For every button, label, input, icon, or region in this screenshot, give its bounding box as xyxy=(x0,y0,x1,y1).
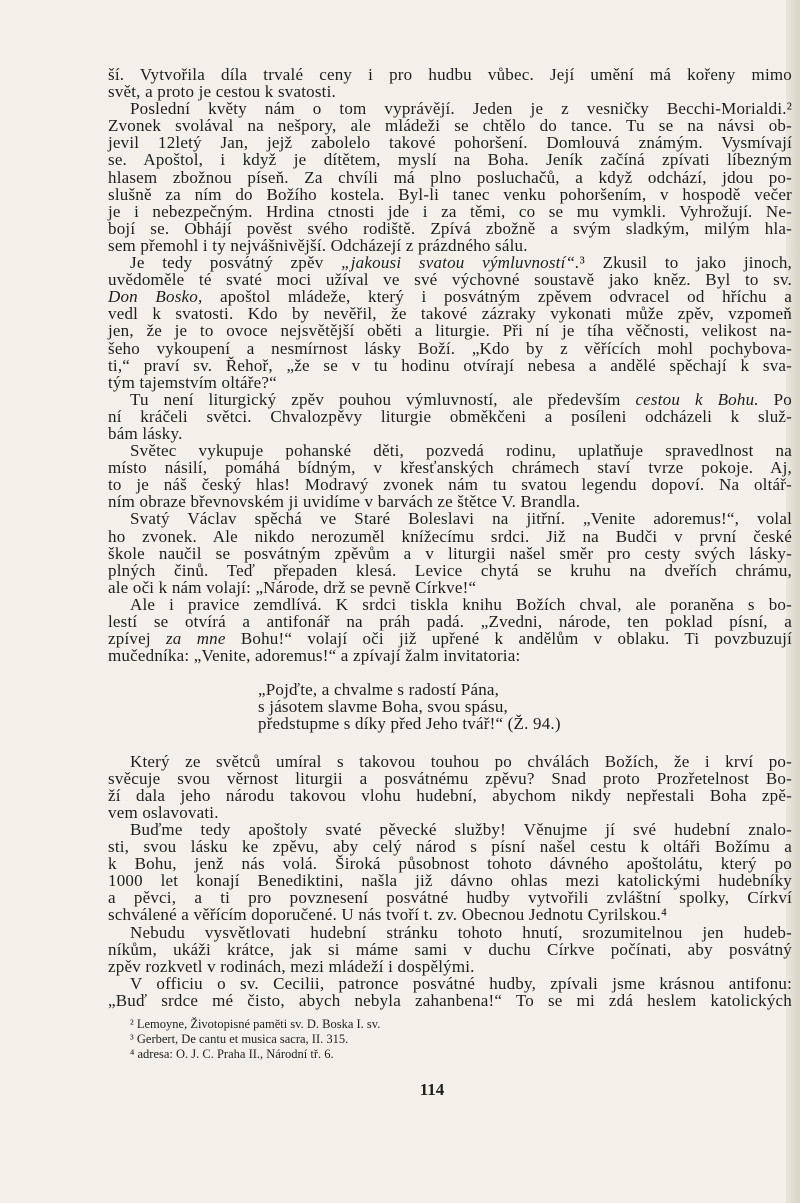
text-line: schválené a věřícím doporučené. U nás tvoří t. zv. Obecnou Jednotu Cyrilskou.⁴ xyxy=(108,905,668,925)
italic-text: cestou k Bohu. xyxy=(635,389,759,409)
text-line: k Bohu, jenž nás volá. Široká působnost tohoto dávného apoštolátu, který po xyxy=(108,854,792,874)
footnotes xyxy=(130,1017,380,1062)
text-segment: Bohu!“ volají oči již upřené k andělům v oblaku. Ti povzbuzují xyxy=(225,629,793,649)
text-line: lestí se otvírá a antifonář na práh padá. „Zvedni, národe, ten poklad písní, a xyxy=(108,612,792,631)
text-line: V officiu o sv. Cecilii, patronce posvátné hudby, zpívali jsme krásnou antifonu: xyxy=(130,973,792,993)
paragraph xyxy=(108,391,792,442)
paragraph xyxy=(108,100,792,254)
footnote: ³ Gerbert, De cantu et musica sacra, II. 315. xyxy=(130,1032,349,1046)
text-line: hlasem zbožnou píseň. Za chvíli má plno posluchačů, a když odchází, jdou po- xyxy=(108,167,792,187)
text-line: plných činů. Teď přepaden klesá. Levice chytá se kruhu na dveřích chrámu, xyxy=(108,560,792,580)
paragraph xyxy=(108,254,792,391)
paragraph xyxy=(108,596,792,664)
text-line: Světec vykupuje pohanské děti, pozvedá rodinu, uplatňuje spravedlnost na xyxy=(130,441,792,461)
text-line: níkům, ukáži krátce, jak si máme sami v duchu Církve počínati, aby posvátný xyxy=(108,939,792,959)
text-line xyxy=(108,254,792,271)
text-segment: Tu není liturgický zpěv pouhou výmluvností, ale především xyxy=(130,389,636,409)
text-line: svěcuje svou věrnost liturgii a posvátnému zpěvu? Snad proto Prozřetelnost Bo- xyxy=(108,768,792,788)
text-line: Nebudu vysvětlovati hudební stránku tohoto hnutí, srozumitelnou jen hudeb- xyxy=(130,922,792,942)
body-text xyxy=(108,66,792,1009)
text-line: bojí se. Obhájí pověst svého rodiště. Zpívá zbožně a svým sladkým, milým hla- xyxy=(108,218,792,238)
text-line: bám lásky. xyxy=(108,423,183,443)
text-line xyxy=(108,288,792,305)
paragraph xyxy=(108,66,792,100)
italic-text: „jakousi svatou výmluvností“. xyxy=(341,253,580,273)
paragraph xyxy=(108,510,792,595)
text-line: a pěvci, a ti pro povznesení posvátné hudby vytvořili zvláštní spolky, Církví xyxy=(108,888,792,908)
paragraph xyxy=(108,442,792,510)
text-line: jevil 12letý Jan, jejž zabolelo takové pohoršení. Domlouvá známým. Vysmívají xyxy=(108,133,792,153)
text-line: sti, svou lásku ke zpěvu, aby celý národ s písní našel cestu k oltáři Božímu a xyxy=(108,837,792,857)
text-segment: apoštol mládeže, který i posvátným zpěvem odvracel od hříchu a xyxy=(202,287,793,307)
italic-text: Don Bosko, xyxy=(108,287,203,307)
paragraph xyxy=(108,975,792,1009)
text-line: šeho vykoupení a nesmírnost lásky Boží. „Kdo by z věřících mohl pochybova- xyxy=(108,338,792,358)
text-line: Buďme tedy apoštoly svaté pěvecké služby! Věnujme jí své hudební znalo- xyxy=(130,819,792,839)
italic-text: za mne xyxy=(165,629,226,649)
text-line: Ale i pravice zemdlívá. K srdci tiskla knihu Božích chval, ale poraněna s bo- xyxy=(130,594,792,614)
text-line: je i nebezpečným. Hrdina ctnosti jde i za těmi, co se mu vymkli. Vyhrožují. Ne- xyxy=(108,201,792,221)
footnote: ⁴ adresa: O. J. C. Praha II., Národní tř. 6. xyxy=(130,1047,334,1061)
text-line: s jásotem slavme Boha, svou spásu, xyxy=(258,697,508,717)
text-line: vem oslavovati. xyxy=(108,802,219,822)
text-line: Který ze světců umíral s takovou touhou po chválách Božích, že i krví po- xyxy=(130,751,792,771)
text-line: Poslední květy nám o tom vyprávějí. Jeden je z vesničky Becchi-Morialdi.² xyxy=(130,99,792,119)
paragraph xyxy=(108,821,792,924)
text-segment: Po xyxy=(758,389,792,409)
text-line: ží dala jeho národu takovou vlohu hudební, abychom nikdy nepřestali Boha zpě- xyxy=(108,785,792,805)
text-line: ale oči k nám volají: „Národe, drž se pevně Církve!“ xyxy=(108,577,477,597)
text-line: „Pojďte, a chvalme s radostí Pána, xyxy=(258,680,500,700)
text-line xyxy=(108,391,792,408)
text-segment: ³ Zkusil to jako jinoch, xyxy=(579,253,792,273)
text-line: tým tajemstvím oltáře?“ xyxy=(108,372,277,392)
text-line: místo násilí, pomáhá bídným, v křesťanských chrámech staví tvrze pokoje. Aj, xyxy=(108,458,792,478)
page-number: 114 xyxy=(419,1080,445,1099)
text-line: „Buď srdce mé čisto, abych nebyla zahanbena!“ To se mi zdá heslem katolických xyxy=(108,990,792,1010)
text-line: ti,“ praví sv. Řehoř, „že se v tu hodinu otvírají nebesa a andělé spěchají k sva- xyxy=(108,355,792,375)
text-line: sem přemohl i ty nejvášnivější. Odcházejí z prázdného sálu. xyxy=(108,235,528,255)
text-line: zpěv rozkvetl v rodinách, mezi mládeží i dospělými. xyxy=(108,956,475,976)
text-line: předstupme s díky před Jeho tvář!“ (Ž. 94.) xyxy=(258,714,561,734)
text-segment: zpívej xyxy=(108,629,166,649)
text-segment: Je tedy posvátný zpěv xyxy=(130,253,342,273)
text-line: to je náš český hlas! Modravý zvonek nám tu svatou legendu dopoví. Na oltář- xyxy=(108,475,792,495)
text-line: svět, a proto je cestou k svatosti. xyxy=(108,82,336,102)
text-line: ní kráčeli světci. Chvalozpěvy liturgie obměkčeni a posíleni odcházeli k služ- xyxy=(108,406,792,426)
text-line: Zvonek svolával na nešpory, ale mládeži se chtělo do tance. Tu se na návsi ob- xyxy=(108,116,792,136)
text-line: ho zvonek. Ale nikdo nerozuměl knížecímu srdci. Již na Budči v první české xyxy=(108,526,792,546)
text-line: ší. Vytvořila díla trvalé ceny i pro hudbu vůbec. Její umění má kořeny mimo xyxy=(108,65,792,84)
paragraph xyxy=(108,753,792,821)
text-line: uvědoměle té svaté moci užíval ve své výchovné soustavě jako kněz. Byl to sv. xyxy=(108,270,792,290)
text-line: vedl k svatosti. Kdo by nevěřil, že takové zázraky vykonati může zpěv, vzpomeň xyxy=(108,304,792,324)
text-line: slušně za ním do Božího kostela. Byl-li tanec venku pohoršením, v hospodě večer xyxy=(108,184,792,204)
text-line: mučedníka: „Venite, adoremus!“ a zpívají žalm invitatoria: xyxy=(108,646,521,666)
text-line: jen, že je to ovoce nejsvětější oběti a liturgie. Při ní je tíha věčnosti, velikost na- xyxy=(108,321,792,341)
text-line: škole naučil se posvátným zpěvům a v liturgii našel směr pro cesty svých lásky- xyxy=(108,543,792,563)
paragraph xyxy=(108,924,792,975)
text-line: ním obraze břevnovském ji uvidíme v barvách ze štětce V. Brandla. xyxy=(108,492,581,512)
verse-quote xyxy=(258,681,792,732)
footnote: ² Lemoyne, Životopisné paměti sv. D. Boska I. sv. xyxy=(130,1017,381,1031)
text-line xyxy=(108,630,792,647)
text-line: 1000 let konají Benediktini, našla již dávno ohlas mezi katolickými hudebníky xyxy=(108,871,792,891)
text-line: se. Apoštol, i když je dítětem, myslí na Boha. Jeník začíná zpívati líbezným xyxy=(108,150,792,170)
text-line: Svatý Václav spěchá ve Staré Boleslavi na jitřní. „Venite adoremus!“, volal xyxy=(130,509,792,529)
